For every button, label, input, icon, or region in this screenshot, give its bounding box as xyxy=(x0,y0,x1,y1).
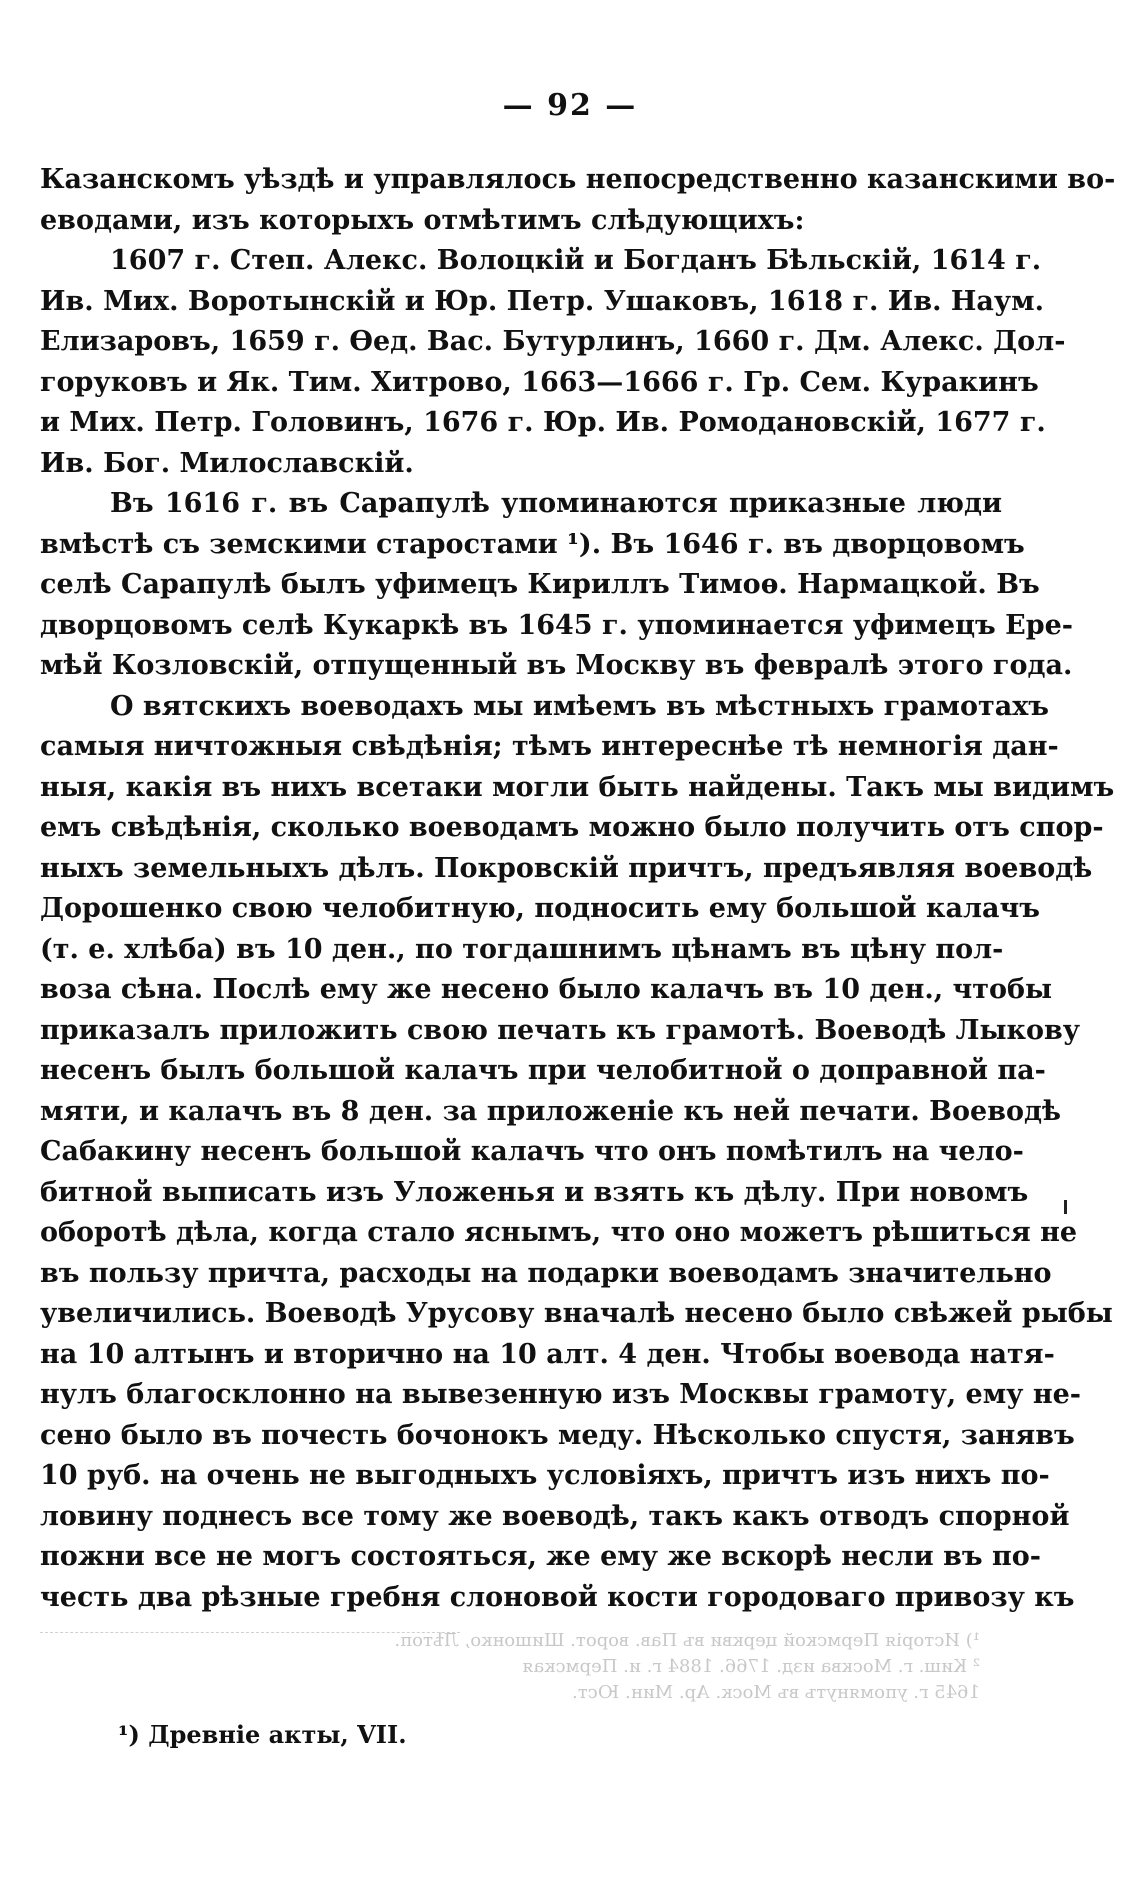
text-line: нулъ благосклонно на вывезенную изъ Москвы грамоту, ему не- xyxy=(40,1379,1082,1410)
text-line: мяти, и калачъ въ 8 ден. за приложеніе къ ней печати. Воеводѣ xyxy=(40,1095,1061,1127)
text-line: воза сѣна. Послѣ ему же несено было калачъ въ 10 ден., чтобы xyxy=(40,974,1053,1005)
text-line: оборотѣ дѣла, когда стало яснымъ, что оно можетъ рѣшиться не xyxy=(40,1217,1078,1248)
text-line: въ пользу причта, расходы на подарки воеводамъ значительно xyxy=(40,1257,1052,1289)
text-line: увеличились. Воеводѣ Урусову вначалѣ несено было свѣжей рыбы xyxy=(40,1298,1113,1329)
text-line: Въ 1616 г. въ Сарапулѣ упоминаются приказные люди xyxy=(110,488,1002,519)
text-line: Казанскомъ уѣздѣ и управлялось непосредственно казанскими во- xyxy=(40,164,1116,195)
footnote: ¹) Древніе акты, VII. xyxy=(118,1720,407,1749)
text-line: и Мих. Петр. Головинъ, 1676 г. Юр. Ив. Ромодановскій, 1677 г. xyxy=(40,407,1046,438)
text-line: 10 руб. на очень не выгодныхъ условіяхъ, причтъ изъ нихъ по- xyxy=(40,1460,1050,1491)
text-line: горуковъ и Як. Тим. Хитрово, 1663—1666 г. Гр. Сем. Куракинъ xyxy=(40,366,1039,398)
text-line: 1607 г. Степ. Алекс. Волоцкій и Богданъ Бѣльскій, 1614 г. xyxy=(110,245,1042,276)
text-line: Елизаровъ, 1659 г. Ѳед. Вас. Бутурлинъ, 1660 г. Дм. Алекс. Дол- xyxy=(40,326,1066,357)
text-line: сено было въ почесть бочонокъ меду. Нѣсколько спустя, занявъ xyxy=(40,1419,1075,1451)
text-line: на 10 алтынъ и вторично на 10 алт. 4 ден. Чтобы воевода натя- xyxy=(40,1338,1055,1370)
text-line: (т. е. хлѣба) въ 10 ден., по тогдашнимъ цѣнамъ въ цѣну пол- xyxy=(40,933,1004,965)
body-text xyxy=(40,160,1116,1618)
text-line: дворцовомъ селѣ Кукаркѣ въ 1645 г. упоминается уфимецъ Ере- xyxy=(40,609,1074,641)
page-number: — 92 — xyxy=(502,88,638,123)
text-line: емъ свѣдѣнія, сколько воеводамъ можно было получить отъ спор- xyxy=(40,812,1104,843)
bleed-through-line: 1645 г. упомянутъ въ Моск. Ар. Мин. Юст. xyxy=(572,1682,980,1703)
text-line: еводами, изъ которыхъ отмѣтимъ слѣдующихъ: xyxy=(40,204,805,236)
text-line: Сабакину несенъ большой калачъ что онъ помѣтилъ на чело- xyxy=(40,1136,1024,1167)
text-line: честь два рѣзные гребня слоновой кости городоваго привозу къ xyxy=(40,1581,1075,1613)
text-line: вмѣстѣ съ земскими старостами ¹). Въ 1646 г. въ дворцовомъ xyxy=(40,528,1025,560)
text-line: ныя, какія въ нихъ всетаки могли быть найдены. Такъ мы видимъ xyxy=(40,771,1115,803)
text-line: ныхъ земельныхъ дѣлъ. Покровскій причтъ, предъявляя воеводѣ xyxy=(40,852,1093,884)
bleed-through-line: ² Киш. г. Москва изд. 1766. 1884 г. и. Пермская xyxy=(522,1656,980,1677)
text-line: самыя ничтожныя свѣдѣнія; тѣмъ интереснѣе тѣ немногія дан- xyxy=(40,731,1059,762)
text-line: О вятскихъ воеводахъ мы имѣемъ въ мѣстныхъ грамотахъ xyxy=(110,690,1050,722)
text-line: Ив. Бог. Милославскій. xyxy=(40,447,414,479)
bleed-through-text xyxy=(80,1628,980,1706)
text-line: Дорошенко свою челобитную, подносить ему большой калачъ xyxy=(40,893,1040,924)
stray-ink-mark xyxy=(1064,1200,1067,1214)
text-line: ловину поднесъ все тому же воеводѣ, такъ какъ отводъ спорной xyxy=(40,1500,1070,1532)
text-line: мѣй Козловскій, отпущенный въ Москву въ февралѣ этого года. xyxy=(40,650,1073,681)
bleed-through-line: ¹) Исторія Пермской церкви въ Пав. ворот. Шишонко, Лѣтоп. xyxy=(394,1630,980,1651)
text-line: селѣ Сарапулѣ былъ уфимецъ Кириллъ Тимоѳ. Нармацкой. Въ xyxy=(40,569,1040,600)
text-line: пожни все не могъ состояться, же ему же вскорѣ несли въ по- xyxy=(40,1541,1041,1572)
text-line: Ив. Мих. Воротынскій и Юр. Петр. Ушаковъ, 1618 г. Ив. Наум. xyxy=(40,285,1045,317)
text-line: несенъ былъ большой калачъ при челобитной о доправной па- xyxy=(40,1055,1046,1086)
text-line: приказалъ приложить свою печать къ грамотѣ. Воеводѣ Лыкову xyxy=(40,1014,1081,1046)
text-line: битной выписать изъ Уложенья и взять къ дѣлу. При новомъ xyxy=(40,1176,1029,1208)
